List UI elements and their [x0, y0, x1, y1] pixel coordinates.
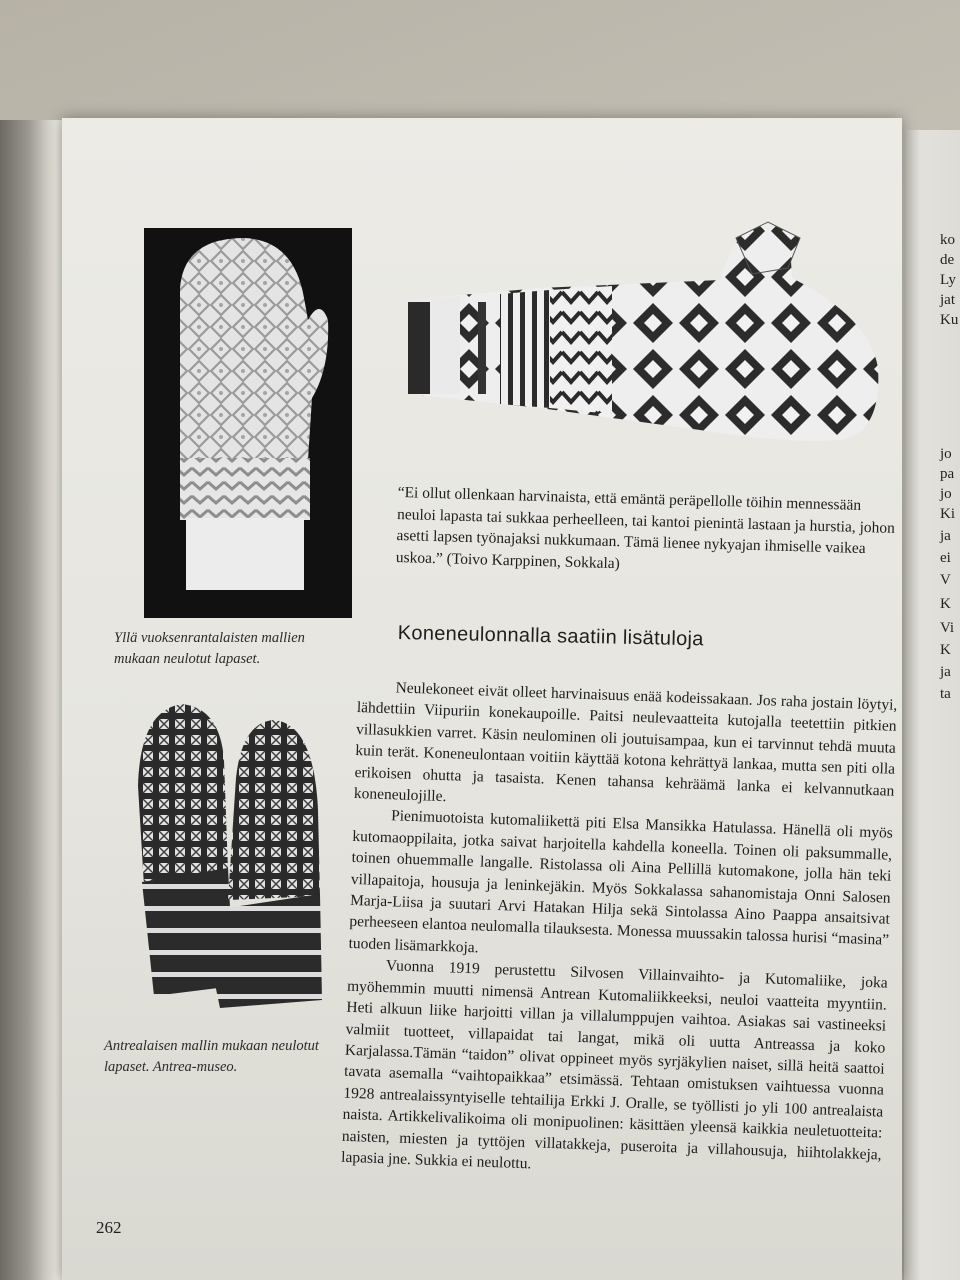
facing-page-text: ta	[940, 686, 951, 702]
facing-page-text: jo	[940, 446, 952, 462]
mitten-photo-vuoksenranta	[144, 228, 352, 618]
mitten-pair-illustration	[124, 700, 330, 1020]
caption-bottom-photo: Antrealaisen mallin mukaan neulotut lapaset. Antrea-museo.	[104, 1038, 319, 1075]
light-mitten-illustration	[144, 228, 352, 618]
facing-page-text: jo	[940, 486, 952, 502]
paragraph-2: Pienimuotoista kutomaliikettä piti Elsa Mansikka Hatulassa. Hänellä oli myös kutomaoppilaita, jotka saivat harjoitella kahdella koneella. Toinen oli paksummalle, toinen ohuemmalle langalle. Ristolassa oli Aina Pellillä kutomakone, jolla hän teki villapaitoja, housuja ja leninkejäkin. Myös Sokkalassa sahanomistaja Onni Salosen Marja-Liisa ja suutari Arvi Hatakan Hilja sekä Sintolassa Aino Paappa ansaitsivat perheeseen elantoa neulomalla tilauksesta. Monessa muussakin talossa hurisi “masina” tuoden lisämarkkoja.	[348, 807, 894, 957]
caption-top-photo: Yllä vuoksenrantalaisten mallien mukaan neulotut lapaset.	[114, 630, 305, 667]
page-number: 262	[96, 1218, 122, 1237]
facing-page-text: pa	[940, 466, 955, 482]
facing-page-text: de	[940, 252, 955, 268]
section-heading: Koneneulonnalla saatiin lisätuloja	[397, 622, 704, 651]
facing-page-text: ei	[940, 550, 951, 566]
facing-page-text: ja	[940, 528, 951, 544]
mitten-pair-photo-antrea	[124, 700, 330, 1020]
facing-page-text: V	[940, 572, 951, 588]
facing-page-text: jat	[940, 292, 955, 308]
facing-page-text: Ki	[940, 506, 955, 522]
mitten-photo-dark	[400, 208, 890, 448]
facing-page-text: Ku	[940, 312, 959, 328]
paragraph-3: Vuonna 1919 perustettu Silvosen Villainvaihto- ja Kutomaliike, joka myöhemmin muutti nimensä Antrean Kutomaliikkeeksi, neuloi vaatteita myyntiin. Heti alkuun liike harjoitti villan ja villalumppujen vaihtoa. Asiakas sai vastineeksi valmiit tuotteet, villapaidat tai langat, mikä oli uutta Antreassa ja koko Karjalassa.Tämän “taidon” olivat oppineet myös syrjäkylien naiset, sillä heitä saattoi tavata asemalla “vaihtopaikkaa” etsimässä. Tehtaan omistuksen vaihtuessa vuonna 1928 antrealaissyntyiselle tehtailija Erkki J. Oralle, se työllisti jo yli 100 antrealaista naista. Artikkelivalikoima oli monipuolinen: käsittäen yleensä kaikkia neuletuotteita: naisten, miesten ja tyttöjen villatakkeja, puseroita ja villahousuja, hiihtolakkeja, lapasia jne. Sukkia ei neulottu.	[340, 957, 888, 1173]
facing-page-text: Ly	[940, 272, 956, 288]
facing-page-text: ja	[940, 664, 951, 680]
facing-page-text: K	[940, 596, 951, 612]
facing-page	[904, 130, 960, 1280]
body-text	[341, 676, 898, 1187]
paragraph-1: Neulekoneet eivät olleet harvinaisuus enää kodeissakaan. Jos raha jostain löytyi, lähdettiin Viipuriin konekaupoille. Paitsi neulevaatteita kutojalla teetettiin pitkien villasukkien varret. Käsin neulominen oli joutuisampaa, kun ei tarvinnut tehdä muuta kuin terät. Koneneulontaan voitiin käyttää kotona kehrättyä lankaa, mutta sen piti olla erikoisen ohutta ja tasaista. Kenen tahansa kehräämä lanka ei kelvannutkaan koneneulojille.	[353, 679, 898, 806]
quote-text: “Ei ollut ollenkaan harvinaista, että emäntä peräpellolle töihin mennessään neuloi lapasta tai sukkaa perheelleen, tai kantoi pienintä lastaan ja hurstia, johon asetti lapsen työnajaksi nukkumaan. Tämä lienee nykyajan ihmiselle vaikea uskoa.” (Toivo Karppinen, Sokkala)	[395, 483, 896, 572]
facing-page-text: ko	[940, 232, 955, 248]
book-spine-edge	[0, 120, 70, 1280]
facing-page-text: Vi	[940, 620, 955, 636]
facing-page-text: K	[940, 642, 951, 658]
dark-mitten-illustration	[400, 208, 890, 448]
